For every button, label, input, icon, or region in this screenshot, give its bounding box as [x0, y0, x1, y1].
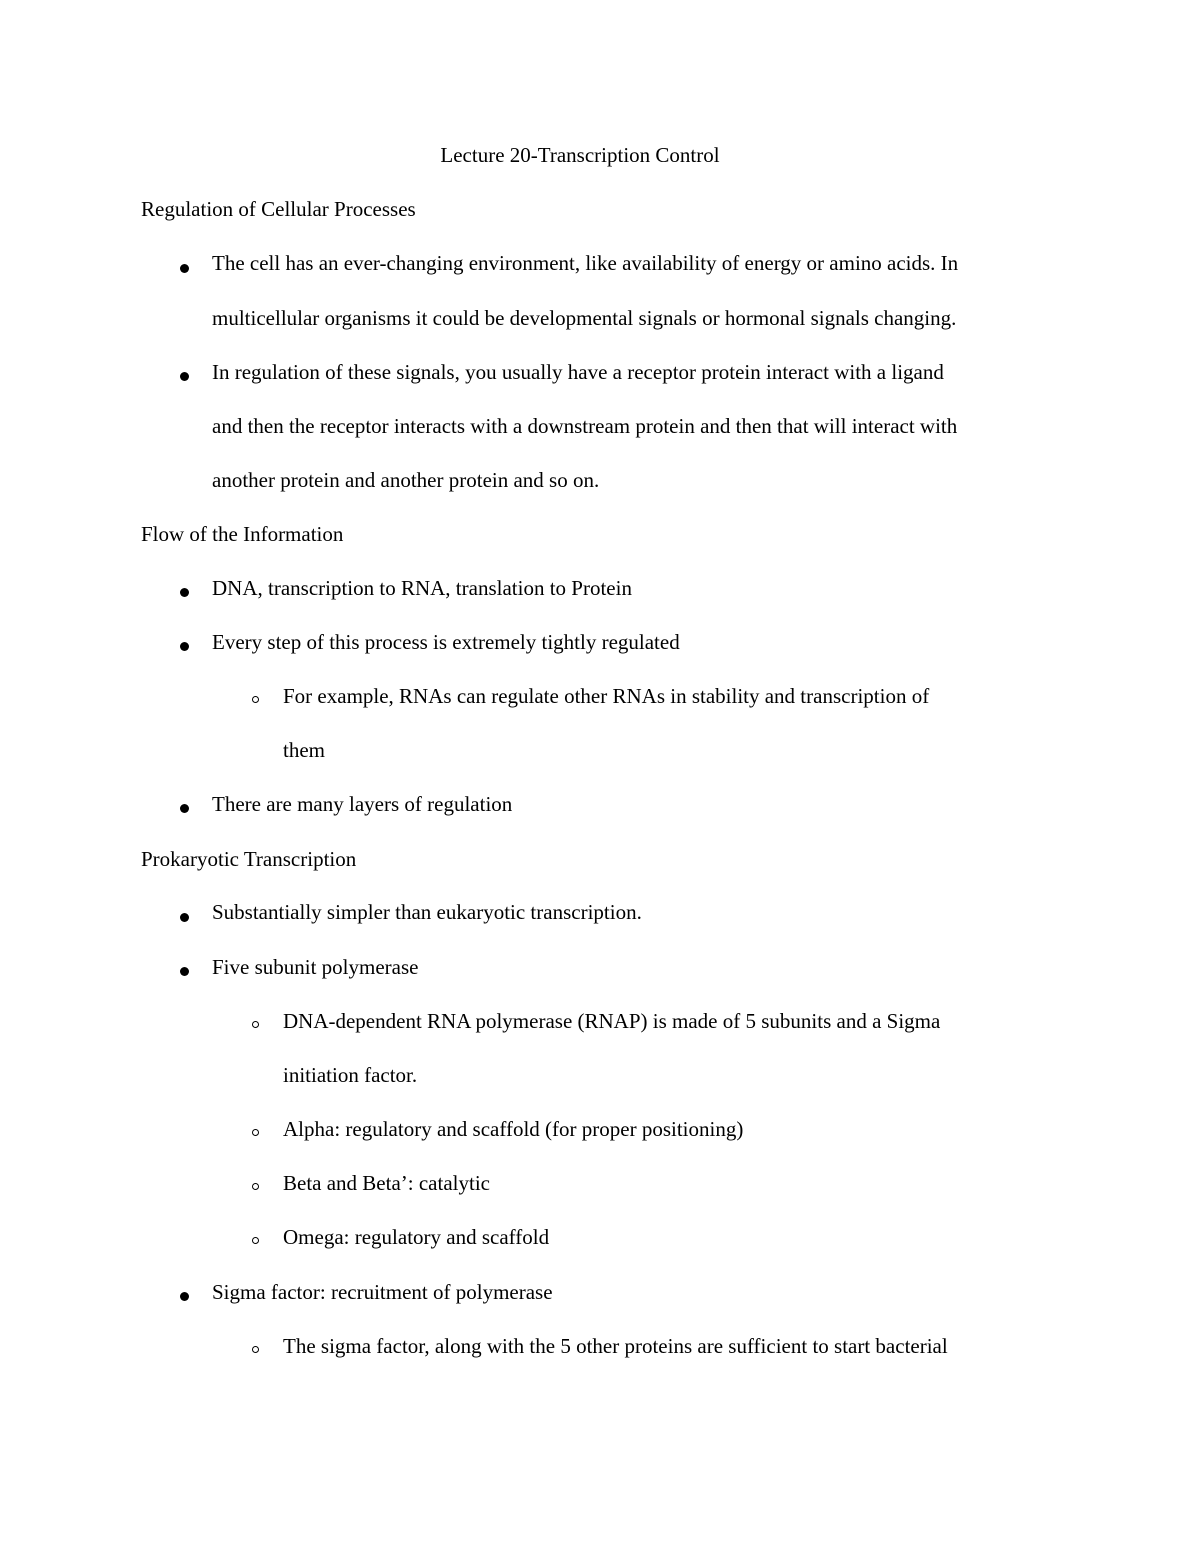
list-item-text: them: [283, 738, 325, 762]
list-item-text: DNA, transcription to RNA, translation to Protein: [212, 576, 632, 600]
bullet-disc-icon: [180, 967, 189, 976]
bullet-circle-icon: [252, 1183, 259, 1190]
bullet-disc-icon: [180, 804, 189, 813]
list-item-text: Omega: regulatory and scaffold: [283, 1225, 550, 1249]
list-item-text: another protein and another protein and so on.: [212, 468, 600, 492]
bullet-disc-icon: [180, 588, 189, 597]
bullet-circle-icon: [252, 696, 259, 703]
page-title: Lecture 20-Transcription Control: [440, 143, 720, 167]
section-heading: Prokaryotic Transcription: [141, 847, 357, 871]
section-heading: Flow of the Information: [141, 522, 344, 546]
bullet-disc-icon: [180, 642, 189, 651]
list-item-text: Every step of this process is extremely tightly regulated: [212, 630, 680, 654]
list-item-text: The sigma factor, along with the 5 other proteins are sufficient to start bacterial: [283, 1334, 948, 1358]
bullet-circle-icon: [252, 1021, 259, 1028]
list-item-text: and then the receptor interacts with a downstream protein and then that will interact with: [212, 414, 958, 438]
list-item-text: Five subunit polymerase: [212, 955, 419, 979]
bullet-circle-icon: [252, 1237, 259, 1244]
list-item-text: multicellular organisms it could be developmental signals or hormonal signals changing.: [212, 306, 957, 330]
bullet-disc-icon: [180, 264, 189, 273]
list-item-text: The cell has an ever-changing environment, like availability of energy or amino acids. In: [212, 251, 959, 275]
list-item-text: In regulation of these signals, you usually have a receptor protein interact with a ligand: [212, 360, 944, 384]
list-item-text: There are many layers of regulation: [212, 792, 513, 816]
list-item-text: Beta and Beta’: catalytic: [283, 1171, 490, 1195]
bullet-disc-icon: [180, 1292, 189, 1301]
list-item-text: DNA-dependent RNA polymerase (RNAP) is made of 5 subunits and a Sigma: [283, 1009, 941, 1033]
section-heading: Regulation of Cellular Processes: [141, 197, 416, 221]
bullet-circle-icon: [252, 1346, 259, 1353]
bullet-disc-icon: [180, 913, 189, 922]
bullet-disc-icon: [180, 372, 189, 381]
bullet-circle-icon: [252, 1129, 259, 1136]
list-item-text: Sigma factor: recruitment of polymerase: [212, 1280, 553, 1304]
list-item-text: For example, RNAs can regulate other RNAs in stability and transcription of: [283, 684, 930, 708]
list-item-text: initiation factor.: [283, 1063, 418, 1087]
list-item-text: Alpha: regulatory and scaffold (for proper positioning): [283, 1117, 744, 1141]
list-item-text: Substantially simpler than eukaryotic transcription.: [212, 900, 642, 924]
